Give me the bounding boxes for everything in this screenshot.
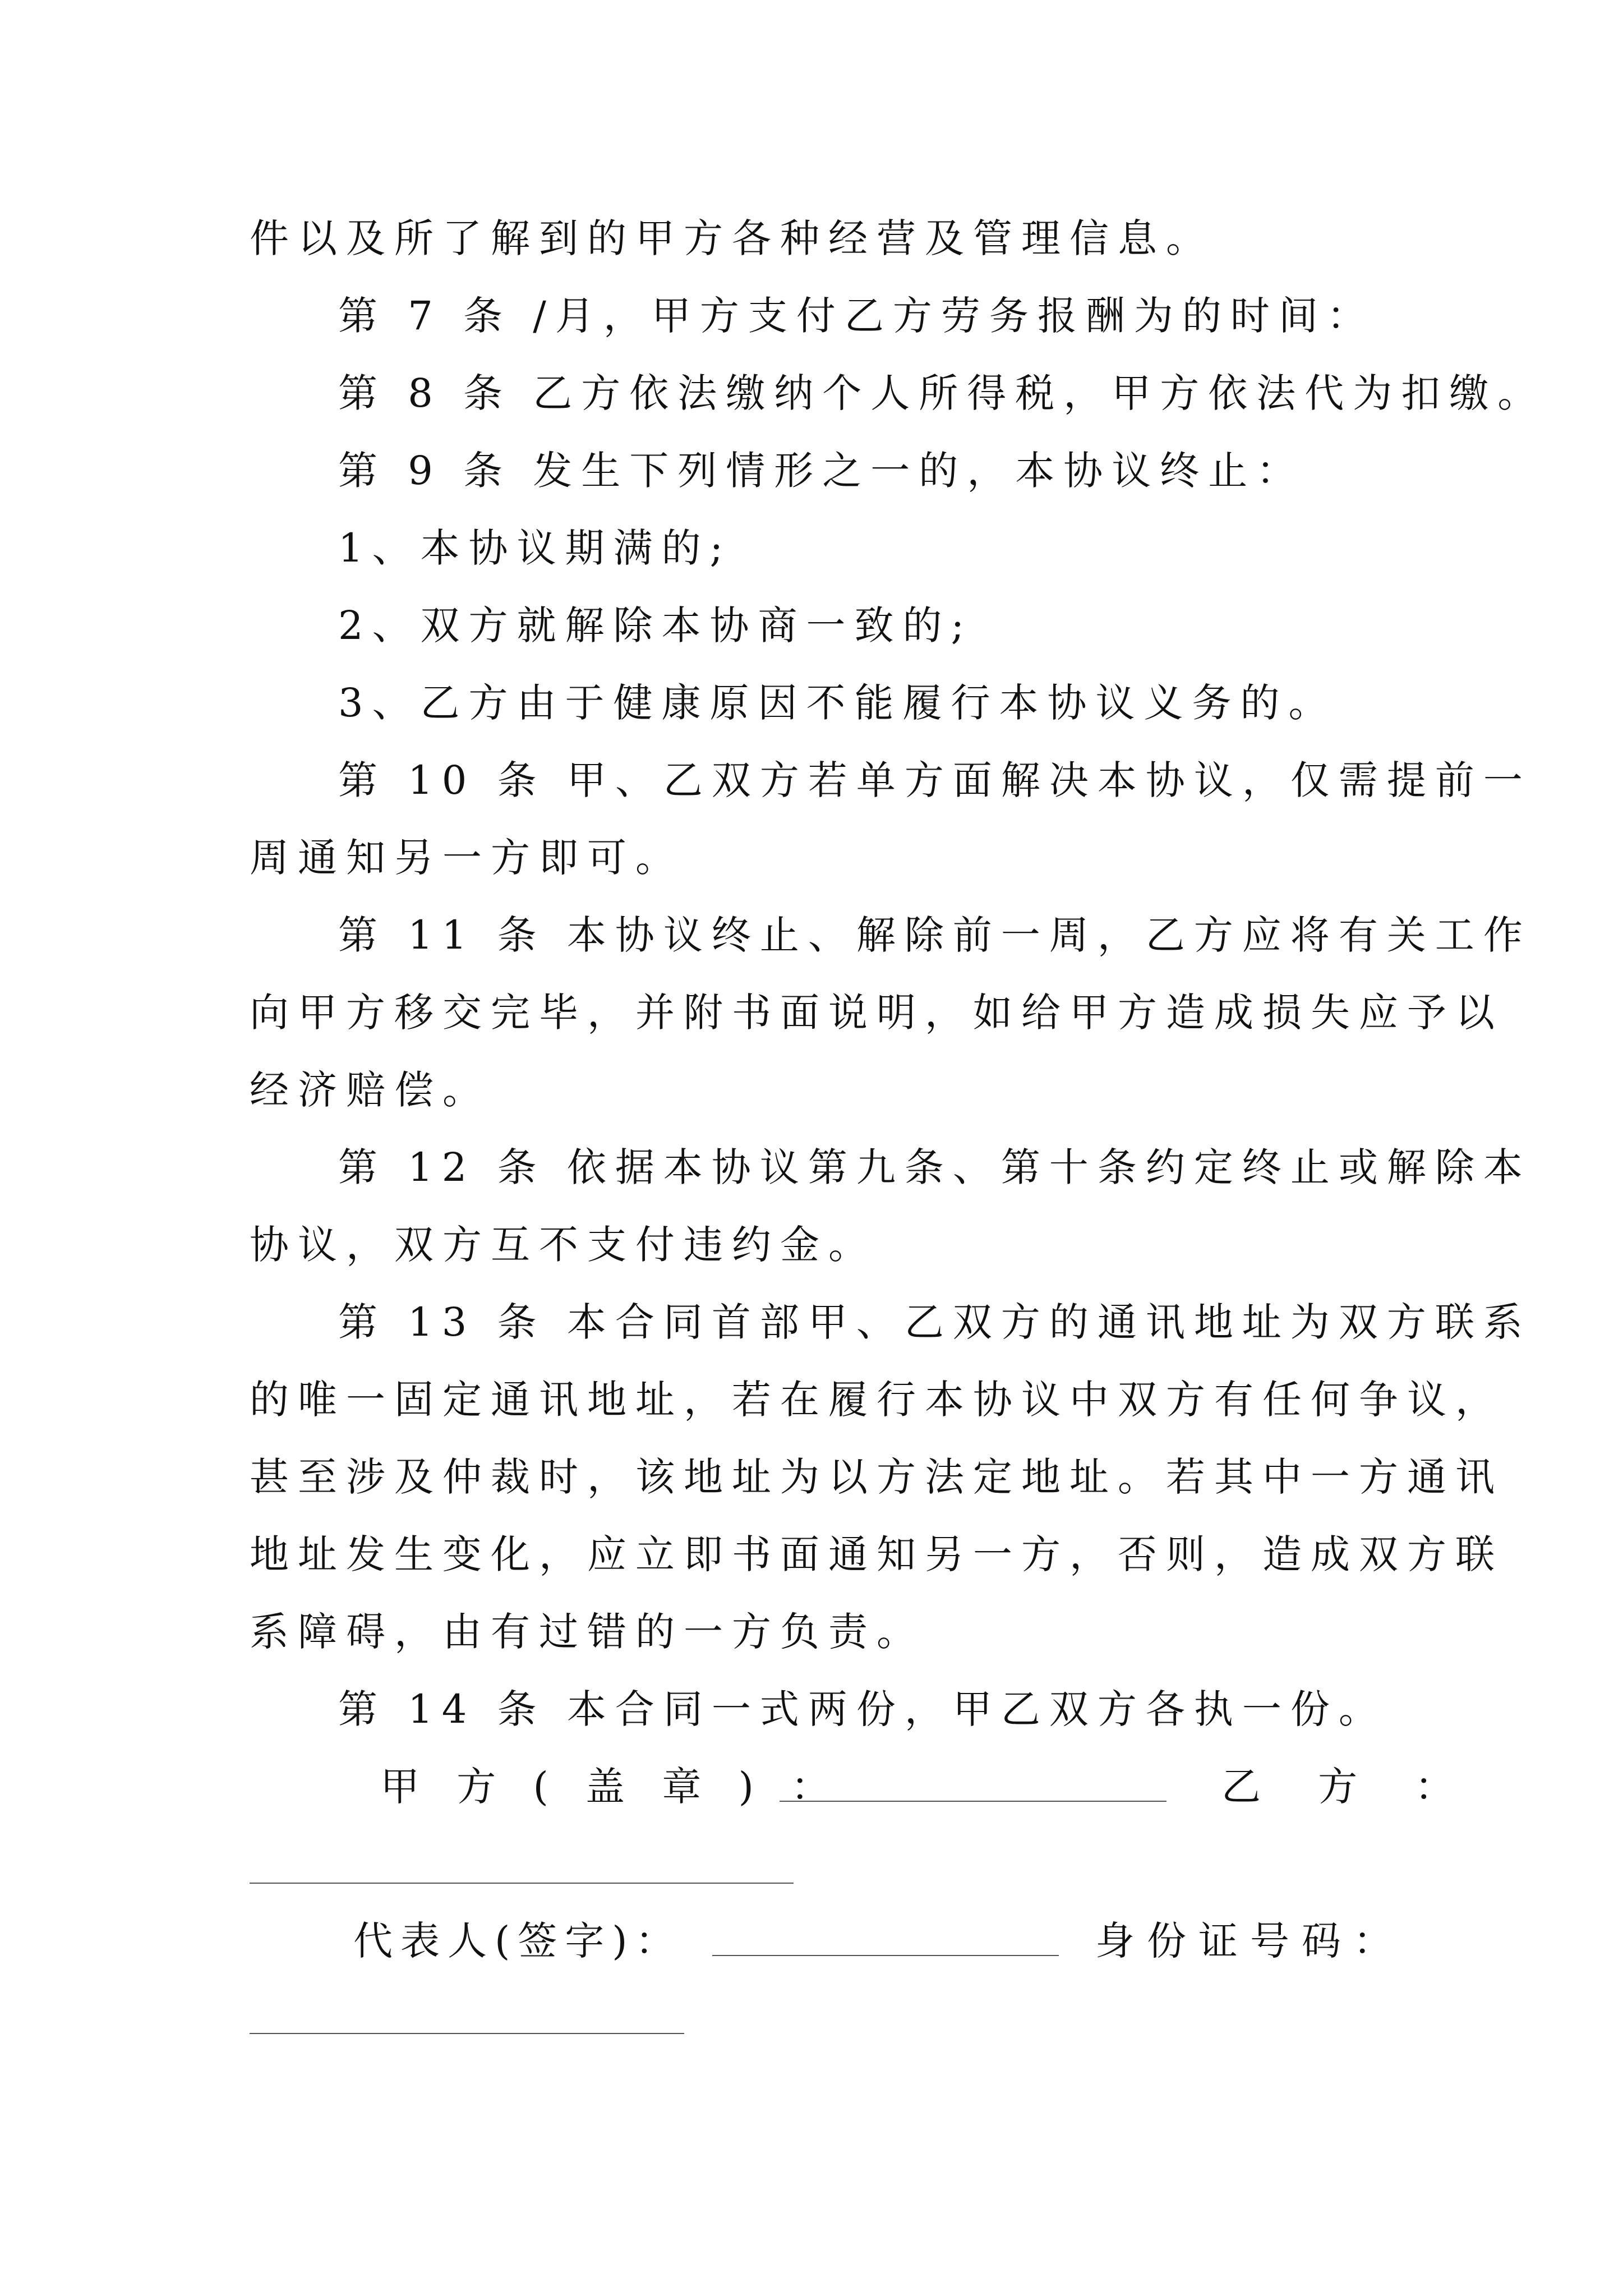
text: 系障碍，由有过错的一方负责。 <box>250 1609 925 1655</box>
text: 1、本协议期满的; <box>338 525 732 571</box>
text: 经济赔偿。 <box>250 1067 491 1113</box>
text: 2、双方就解除本协商一致的; <box>338 602 974 648</box>
party-b-label: 乙 方 ： <box>1221 1764 1477 1810</box>
party-a-seal-label: 甲 方 ( 盖 章 ) ： <box>380 1764 843 1810</box>
text: 第 14 条 本合同一式两份，甲乙双方各执一份。 <box>338 1686 1387 1732</box>
text: 3、乙方由于健康原因不能履行本协议义务的。 <box>338 680 1337 726</box>
text: 第 13 条 本合同首部甲、乙双方的通讯地址为双方联系 <box>338 1299 1532 1345</box>
text: 第 10 条 甲、乙双方若单方面解决本协议，仅需提前一 <box>338 757 1532 803</box>
text: 第 8 条 乙方依法缴纳个人所得税，甲方依法代为扣缴。 <box>338 370 1546 416</box>
id-number-blank[interactable] <box>250 2033 684 2034</box>
text: 甚至涉及仲裁时，该地址为以方法定地址。若其中一方通讯 <box>250 1454 1504 1500</box>
text: 件以及所了解到的甲方各种经营及管理信息。 <box>250 215 1214 261</box>
text: 第 9 条 发生下列情形之一的，本协议终止： <box>338 448 1305 494</box>
party-b-blank[interactable] <box>250 1883 794 1884</box>
text: 向甲方移交完毕，并附书面说明，如给甲方造成损失应予以 <box>250 990 1504 1036</box>
text: 第 11 条 本协议终止、解除前一周，乙方应将有关工作 <box>338 912 1532 958</box>
text: 的唯一固定通讯地址，若在履行本协议中双方有任何争议， <box>250 1377 1504 1423</box>
text: 协议，双方互不支付违约金。 <box>250 1222 877 1268</box>
representative-signature-label: 代表人(签字)： <box>353 1918 683 1964</box>
id-number-label: 身份证号码： <box>1095 1918 1405 1964</box>
text: 地址发生变化，应立即书面通知另一方，否则，造成双方联 <box>250 1531 1504 1577</box>
party-a-seal-blank[interactable] <box>780 1801 1166 1802</box>
text: 周通知另一方即可。 <box>250 835 684 881</box>
text: 第 12 条 依据本协议第九条、第十条约定终止或解除本 <box>338 1144 1532 1190</box>
text: 第 7 条 /月，甲方支付乙方劳务报酬为的时间： <box>338 293 1375 339</box>
representative-signature-blank[interactable] <box>712 1955 1059 1956</box>
